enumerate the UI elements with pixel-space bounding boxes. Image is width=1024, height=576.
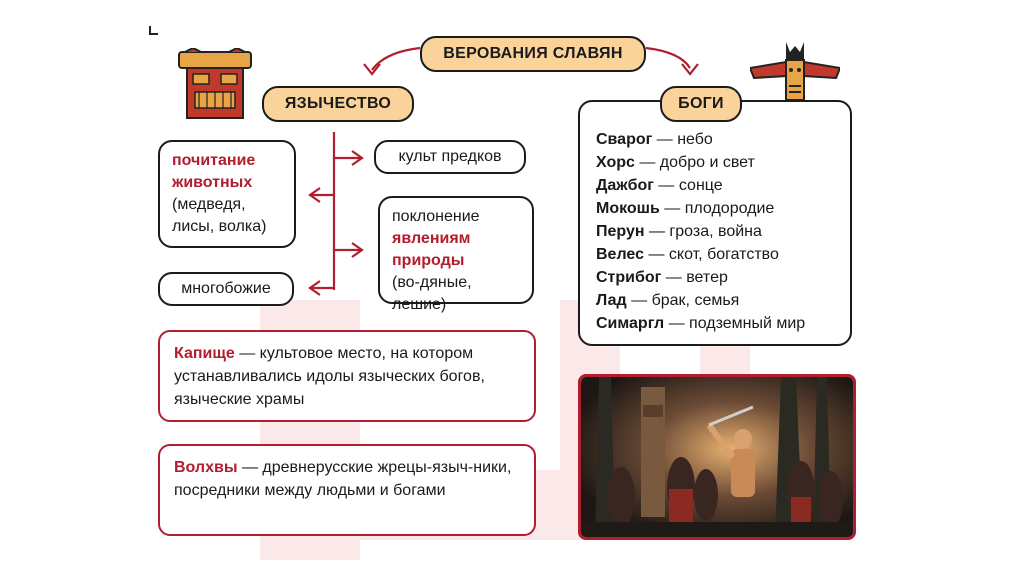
god-name: Стрибог [596,269,662,286]
kapishche-term: Капище [174,345,235,362]
nature-worship-pre: поклонение [392,208,480,225]
god-name: Лад [596,292,627,309]
volkhvy-text: — древнерусские жрецы-языч-ники, посредники между людьми и богами [174,459,512,499]
god-description: — подземный мир [668,315,806,332]
pagan-ritual-illustration [578,374,856,540]
god-name: Велес [596,246,644,263]
kapishche-text: — культовое место, на котором устанавливались идолы языческих богов, языческие храмы [174,345,485,408]
god-item [596,220,834,243]
paganism-label: ЯЗЫЧЕСТВО [262,86,414,122]
animal-worship-highlight: почитание животных [172,152,256,191]
volkhvy-term: Волхвы [174,459,238,476]
nature-worship-box [378,196,534,313]
ancestor-cult-box [374,140,526,174]
ancestor-cult-text: культ предков [398,148,502,165]
god-item [596,312,834,335]
god-name: Сварог [596,131,653,148]
god-name: Мокошь [596,200,660,217]
god-item [596,289,834,312]
gods-list-box [578,100,852,346]
god-item [596,266,834,289]
god-description: — гроза, война [648,223,762,240]
volkhvy-definition-box [158,444,536,536]
diagram-title: ВЕРОВАНИЯ СЛАВЯН [420,36,646,72]
god-description: — небо [656,131,713,148]
god-name: Хорс [596,154,635,171]
god-name: Симаргл [596,315,665,332]
god-description: — добро и свет [639,154,755,171]
nature-worship-post: (во-дяные, лешие) [392,274,472,313]
god-item [596,128,834,151]
god-item [596,243,834,266]
god-description: — ветер [665,269,728,286]
god-item [596,174,834,197]
animal-worship-detail: (медведя, лисы, волка) [172,196,267,235]
kapishche-definition-box [158,330,536,422]
idol-mask-icon [175,48,255,122]
god-name: Перун [596,223,645,240]
god-description: — скот, богатство [648,246,779,263]
nature-worship-highlight: явлениям природы [392,230,471,269]
god-description: — плодородие [664,200,775,217]
god-description: — брак, семья [631,292,740,309]
god-name: Дажбог [596,177,654,194]
polytheism-text: многобожие [181,280,271,297]
gods-label: БОГИ [660,86,742,122]
god-item [596,151,834,174]
god-description: — сонце [658,177,723,194]
god-item [596,197,834,220]
polytheism-box [158,272,294,306]
animal-worship-box [158,140,296,248]
